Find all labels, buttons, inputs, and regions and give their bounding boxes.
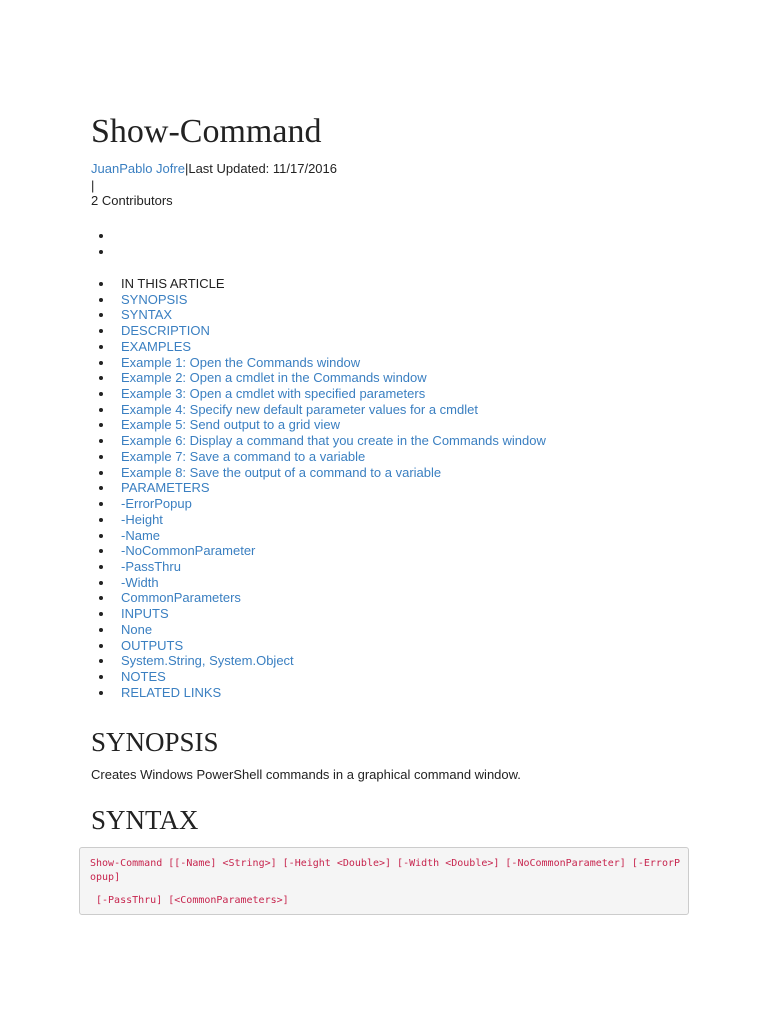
toc-link[interactable]: SYNTAX [121, 307, 173, 323]
syntax-heading: SYNTAX [91, 805, 199, 835]
bullet-icon [99, 455, 103, 459]
toc-link[interactable]: -Width [121, 574, 159, 590]
toc-link[interactable]: -Name [121, 527, 161, 543]
bullet-icon [99, 628, 103, 632]
syntax-code-line-1: Show-Command [[-Name] <String>] [-Height <Double>] [-Width <Double>] [-NoCommonParameter] [-ErrorPopup] [90, 858, 681, 883]
toc-link[interactable]: Example 4: Specify new default parameter values for a cmdlet [121, 401, 478, 417]
toc-link[interactable]: System.String, System.Object [121, 653, 294, 669]
bullet-icon [99, 691, 103, 695]
bullet-icon [99, 534, 103, 538]
syntax-code-line-2: [-PassThru] [<CommonParameters>] [96, 895, 289, 906]
bullet-icon [99, 250, 103, 254]
page-title: Show-Command [91, 113, 322, 150]
bullet-icon [99, 581, 103, 585]
toc-link[interactable]: -ErrorPopup [121, 496, 192, 512]
bullet-icon [99, 486, 103, 490]
author-link[interactable]: JuanPablo Jofre [91, 161, 185, 176]
toc-heading: IN THIS ARTICLE [121, 276, 225, 291]
bullet-icon [99, 502, 103, 506]
bullet-icon [99, 345, 103, 349]
bullet-icon [99, 298, 103, 302]
bullet-icon [99, 423, 103, 427]
bullet-icon [99, 565, 103, 569]
toc-link[interactable]: Example 7: Save a command to a variable [121, 448, 366, 464]
toc-link[interactable]: Example 8: Save the output of a command to a variable [121, 464, 442, 480]
bullet-icon [99, 439, 103, 443]
toc-link[interactable]: Example 5: Send output to a grid view [121, 417, 340, 433]
toc-link[interactable]: RELATED LINKS [121, 684, 222, 700]
toc-link[interactable]: EXAMPLES [121, 338, 192, 354]
bullet-icon [99, 392, 103, 396]
toc-link[interactable]: Example 2: Open a cmdlet in the Commands window [121, 370, 427, 386]
toc-link[interactable]: -Height [121, 511, 163, 527]
bullet-icon [99, 471, 103, 475]
synopsis-text: Creates Windows PowerShell commands in a graphical command window. [91, 767, 521, 782]
last-updated: Last Updated: 11/17/2016 [188, 161, 337, 176]
synopsis-heading: SYNOPSIS [91, 727, 219, 757]
toc-link[interactable]: SYNOPSIS [121, 291, 188, 307]
bullet-icon [99, 644, 103, 648]
toc-link[interactable]: -NoCommonParameter [121, 543, 256, 559]
bullet-icon [99, 234, 103, 238]
bullet-icon [99, 549, 103, 553]
toc-link[interactable]: Example 3: Open a cmdlet with specified parameters [121, 386, 426, 402]
toc-link[interactable]: Example 6: Display a command that you create in the Commands window [121, 433, 546, 449]
toc-link[interactable]: None [121, 621, 153, 637]
bullet-icon [99, 282, 103, 286]
bullet-icon [99, 518, 103, 522]
toc-link[interactable]: PARAMETERS [121, 480, 210, 496]
toc-link[interactable]: OUTPUTS [121, 637, 184, 653]
bullet-icon [99, 675, 103, 679]
bullet-icon [99, 329, 103, 333]
toc-link[interactable]: -PassThru [121, 558, 181, 574]
meta-separator: | [184, 161, 189, 176]
bullet-icon [99, 659, 103, 663]
bullet-icon [99, 596, 103, 600]
toc-link[interactable]: Example 1: Open the Commands window [121, 354, 361, 370]
toc-link[interactable]: NOTES [121, 668, 166, 684]
bullet-icon [99, 376, 103, 380]
bullet-icon [99, 612, 103, 616]
toc-link[interactable]: CommonParameters [121, 590, 241, 606]
meta-pipe: | [91, 178, 95, 193]
bullet-icon [99, 313, 103, 317]
syntax-code-block [79, 847, 689, 915]
bullet-icon [99, 408, 103, 412]
toc-link[interactable]: DESCRIPTION [121, 323, 210, 339]
toc-link[interactable]: INPUTS [121, 606, 169, 622]
article-meta [91, 160, 337, 178]
bullet-icon [99, 361, 103, 365]
contributors-count: 2 Contributors [91, 193, 173, 208]
